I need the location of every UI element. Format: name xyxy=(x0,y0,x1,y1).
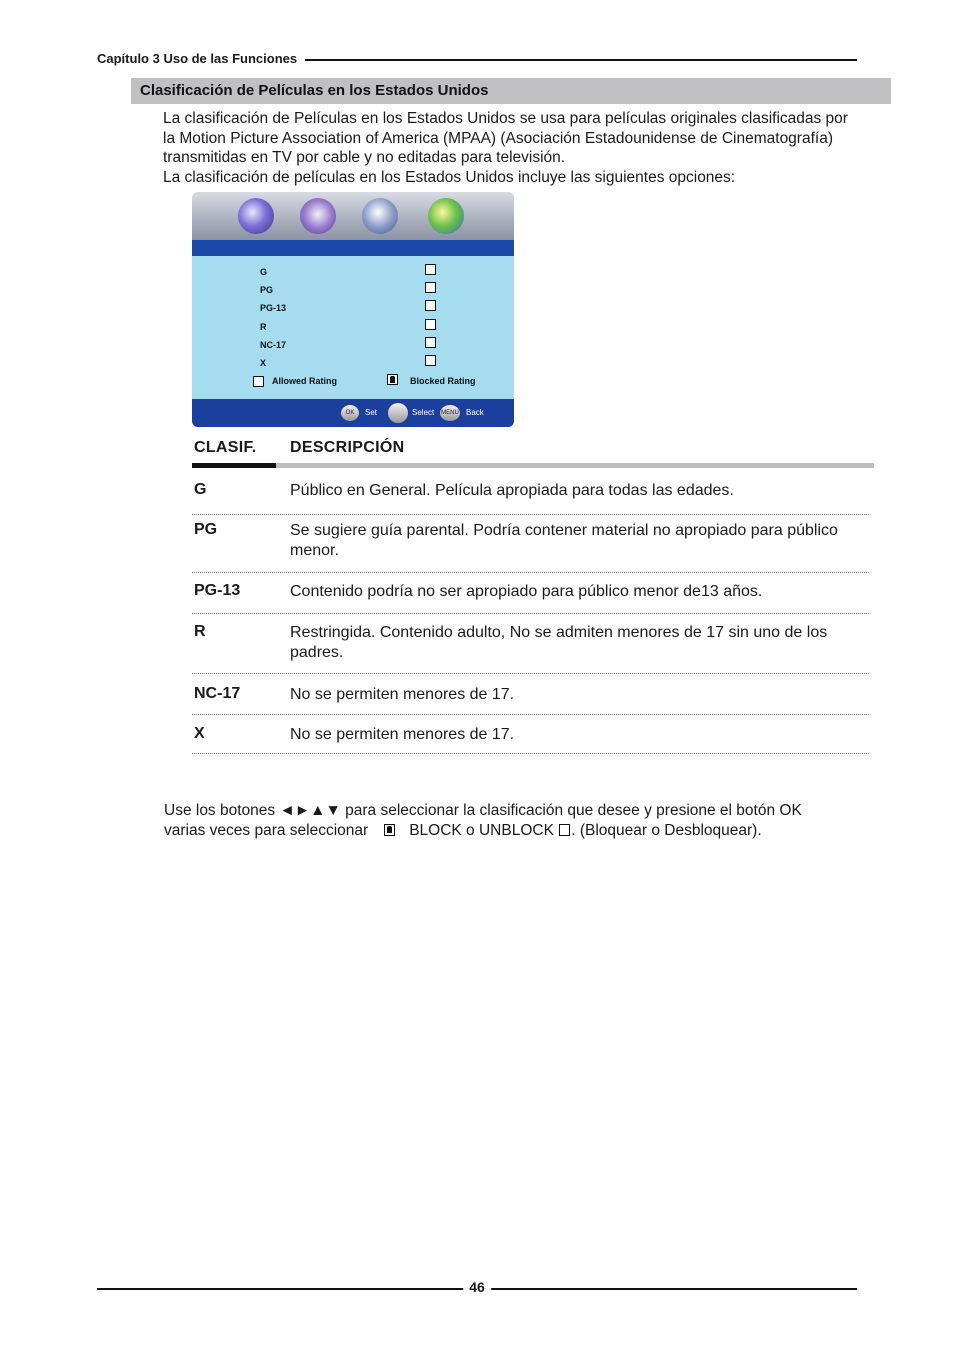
unlock-box-icon xyxy=(559,824,570,836)
rating-option-nc17[interactable]: NC-17 xyxy=(260,340,287,350)
satellite-icon xyxy=(362,198,398,234)
table-row xyxy=(192,685,869,715)
rating-checkbox[interactable] xyxy=(425,337,436,348)
rating-option-x[interactable]: X xyxy=(260,358,267,368)
menu-button-icon: MENU xyxy=(440,405,460,421)
rating-description: Contenido podría no ser apropiado para público menor de13 años. xyxy=(290,583,763,600)
intro-line: La clasificación de películas en los Estados Unidos incluye las siguientes opciones: xyxy=(163,168,736,186)
rating-table-header xyxy=(192,437,874,469)
table-row xyxy=(192,521,869,573)
footer-set-label: Set xyxy=(365,408,378,417)
usage-instructions xyxy=(164,801,864,841)
usage-line xyxy=(164,821,864,841)
rating-code: PG-13 xyxy=(194,582,241,599)
rating-description: No se permiten menores de 17. xyxy=(290,686,515,703)
header-underline xyxy=(192,463,874,468)
rating-description: Público en General. Película apropiada para todas las edades. xyxy=(290,482,734,499)
tv-rating-menu xyxy=(192,192,514,427)
footer-select-label: Select xyxy=(412,408,435,417)
rating-option-pg13[interactable]: PG-13 xyxy=(260,303,287,313)
column-header-description: DESCRIPCIÓN xyxy=(290,439,405,456)
rating-code: NC-17 xyxy=(194,685,241,702)
table-row xyxy=(192,725,869,754)
rating-option-r[interactable]: R xyxy=(260,322,267,332)
settings-icon xyxy=(428,198,464,234)
header-underline-accent xyxy=(192,463,276,468)
rating-checkbox[interactable] xyxy=(425,319,436,330)
allowed-legend-label: Allowed Rating xyxy=(272,376,337,386)
column-header-rating: CLASIF. xyxy=(194,439,257,456)
intro-paragraph xyxy=(163,109,878,187)
section-title-bar xyxy=(131,78,891,104)
page-footer xyxy=(97,1279,857,1299)
lock-icon xyxy=(384,824,395,836)
disc-icon xyxy=(238,198,274,234)
usage-text: varias veces para seleccionar xyxy=(164,822,369,839)
table-row xyxy=(192,481,869,515)
lock-icon xyxy=(387,374,398,385)
rating-description: No se permiten menores de 17. xyxy=(290,726,515,743)
rating-checkbox[interactable] xyxy=(425,282,436,293)
usage-text: BLOCK o UNBLOCK xyxy=(409,822,554,839)
rating-description: Restringida. Contenido adulto, No se admiten menores de 17 sin uno de los padres. xyxy=(290,624,828,661)
rating-code: X xyxy=(194,725,205,742)
table-row xyxy=(192,582,869,614)
section-title: Clasificación de Películas en los Estados Unidos xyxy=(140,82,489,99)
speaker-icon xyxy=(300,198,336,234)
menu-icon-bar xyxy=(192,192,514,240)
ok-button-icon: OK xyxy=(341,405,359,421)
page-number: 46 xyxy=(463,1279,491,1295)
rating-code: PG xyxy=(194,521,218,538)
rating-option-g[interactable]: G xyxy=(260,267,268,277)
directional-pad-icon xyxy=(388,403,408,423)
rating-description: Se sugiere guía parental. Podría contener material no apropiado para público menor. xyxy=(290,522,838,559)
intro-line: la Motion Picture Association of America (MPAA) (Asociación Estadounidense de Cinematografía) xyxy=(163,129,833,147)
allowed-legend-box xyxy=(253,376,264,387)
usage-text: . (Bloquear o Desbloquear). xyxy=(571,822,762,839)
rating-code: G xyxy=(194,481,207,498)
intro-line: La clasificación de Películas en los Estados Unidos se usa para películas originales clasificadas por xyxy=(163,110,848,127)
menu-title-bar xyxy=(192,240,514,256)
footer-back-label: Back xyxy=(466,408,484,417)
rating-checkbox[interactable] xyxy=(425,355,436,366)
usage-line: Use los botones ◄►▲▼ para seleccionar la clasificación que desee y presione el botón OK xyxy=(164,802,802,819)
rating-checkbox[interactable] xyxy=(425,300,436,311)
rating-checkbox[interactable] xyxy=(425,264,436,275)
blocked-legend-label: Blocked Rating xyxy=(410,376,476,386)
page-header xyxy=(97,51,857,69)
table-row xyxy=(192,623,869,674)
menu-footer-bar xyxy=(192,399,514,427)
chapter-title: Capítulo 3 Uso de las Funciones xyxy=(97,51,305,66)
rating-code: R xyxy=(194,623,206,640)
intro-line: transmitidas en TV por cable y no editadas para televisión. xyxy=(163,149,566,166)
rating-option-pg[interactable]: PG xyxy=(260,285,274,295)
